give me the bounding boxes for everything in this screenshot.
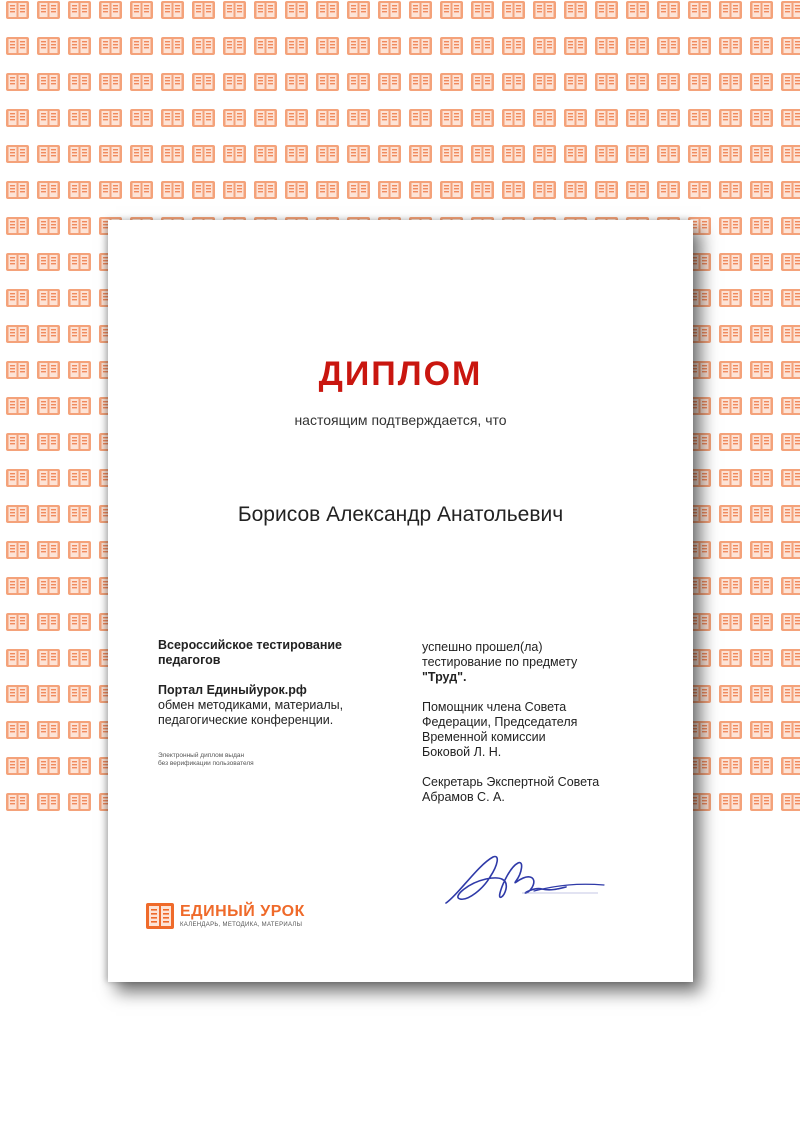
signer1-line1: Помощник члена Совета (422, 700, 567, 714)
edinyi-urok-logo (146, 903, 346, 933)
diploma-subtitle: настоящим подтверждается, что (294, 412, 507, 428)
portal-description-line1: обмен методиками, материалы, (158, 698, 344, 712)
event-title-line2: педагогов (158, 653, 221, 667)
note-line1: Электронный диплом выдан (158, 752, 245, 759)
event-title-line1: Всероссийское тестирование (158, 638, 343, 652)
signer1-line4: Боковой Л. Н. (422, 745, 502, 759)
event-info (158, 638, 373, 768)
handwritten-signature (438, 845, 613, 915)
diploma-title: ДИПЛОМ (318, 355, 483, 393)
signer2-line1: Секретарь Экспертной Совета (422, 775, 600, 789)
result-line2: тестирование по предмету (422, 655, 578, 669)
recipient-name: Борисов Александр Анатольевич (237, 503, 564, 526)
signer1-line3: Временной комиссии (422, 730, 546, 744)
result-info (422, 640, 652, 805)
signer1-line2: Федерации, Председателя (422, 715, 578, 729)
portal-description-line2: педагогические конференции. (158, 713, 334, 727)
logo-tagline: КАЛЕНДАРЬ, МЕТОДИКА, МАТЕРИАЛЫ (180, 922, 303, 928)
book-logo-icon (146, 903, 174, 929)
note-line2: без верификации пользователя (158, 760, 254, 767)
logo-name: ЕДИНЫЙ УРОК (180, 903, 305, 920)
portal-name: Портал Единыйурок.рф (158, 683, 307, 697)
result-line1: успешно прошел(ла) (422, 640, 543, 654)
verification-note (158, 752, 298, 768)
diploma-sheet (108, 220, 693, 982)
signer2-line2: Абрамов С. А. (422, 790, 505, 804)
subject-name: "Труд". (422, 670, 467, 684)
